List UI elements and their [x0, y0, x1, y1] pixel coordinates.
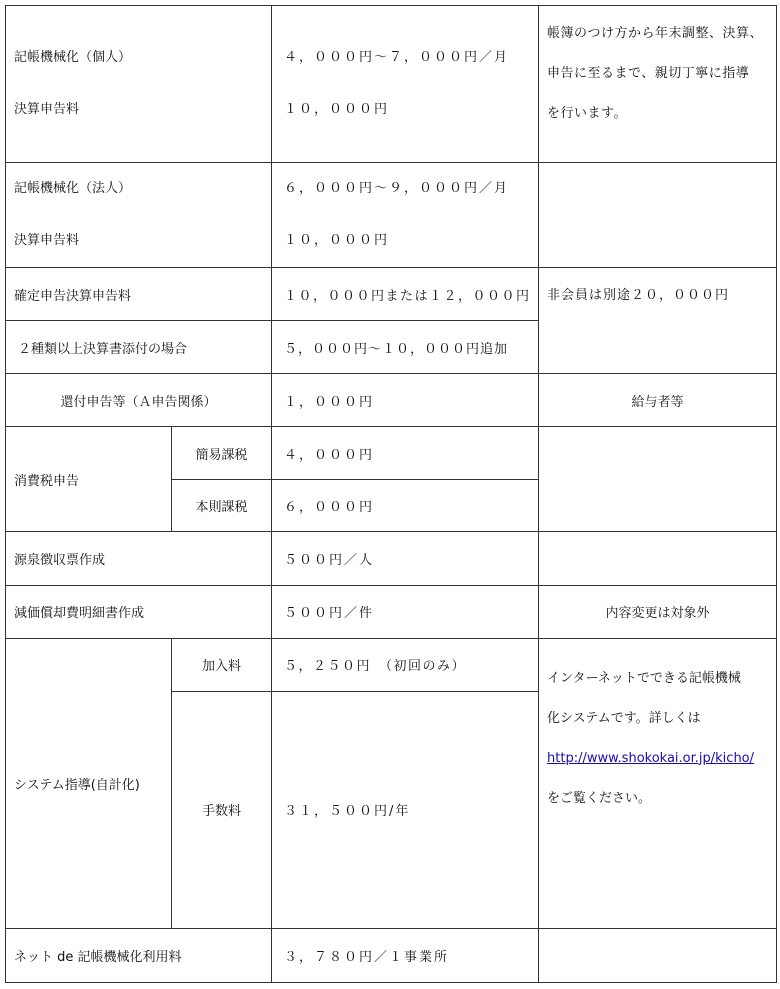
settlement-fee: １０，０００円: [284, 233, 390, 249]
table-row: [6, 427, 777, 480]
table-row: [6, 374, 777, 427]
table-row: [6, 928, 777, 982]
fee-value: ５，２５０円 （初回のみ）: [272, 638, 539, 691]
note-cell: 非会員は別途２０，０００円: [539, 268, 777, 374]
sub-label: 手数料: [172, 691, 272, 928]
service-label: ネット de 記帳機械化利用料: [6, 928, 272, 982]
service-label: システム指導(自計化): [6, 638, 172, 928]
fee-value: ５００円／件: [272, 585, 539, 638]
settlement-fee: １０，０００円: [284, 102, 390, 118]
note-cell: [539, 532, 777, 585]
note-line: 申告に至るまで、親切丁寧に指導: [547, 66, 750, 81]
note-cell: [539, 928, 777, 982]
service-cell: [6, 6, 272, 163]
note-url-line: [547, 739, 768, 779]
service-label: 確定申告決算申告料: [6, 268, 272, 321]
sub-label: 加入料: [172, 638, 272, 691]
note-cell: [539, 163, 777, 268]
fee-value: ３１，５００円/年: [272, 691, 539, 928]
fee-value: ５００円／人: [272, 532, 539, 585]
settlement-label: 決算申告料: [14, 233, 80, 249]
table-row: [6, 638, 777, 691]
note-value: 内容変更は対象外: [539, 585, 777, 638]
note-line: をご覧ください。: [547, 790, 652, 806]
fee-value: ３，７８０円／１事業所: [272, 928, 539, 982]
service-label: 記帳機械化（法人）: [14, 181, 132, 197]
service-label: 減価償却費明細書作成: [6, 585, 272, 638]
note-cell: [539, 6, 777, 163]
service-label: ２種類以上決算書添付の場合: [6, 321, 272, 374]
table-row: [6, 163, 777, 268]
service-label: 消費税申告: [6, 427, 172, 532]
fee-value: ４，０００円: [272, 427, 539, 480]
fee-cell: [272, 6, 539, 163]
note-cell: [539, 638, 777, 928]
note-cell: [539, 427, 777, 532]
fee-value: ４，０００円～７，０００円／月: [284, 50, 510, 66]
service-label: 源泉徴収票作成: [6, 532, 272, 585]
service-label: 還付申告等（Ａ申告関係）: [6, 374, 272, 427]
table-row: [6, 585, 777, 638]
service-label: 記帳機械化（個人）: [14, 50, 132, 66]
fee-value: ６，０００円～９，０００円／月: [284, 181, 510, 197]
settlement-label: 決算申告料: [14, 102, 80, 118]
fee-cell: [272, 163, 539, 268]
table-row: [6, 268, 777, 321]
note-line: 帳簿のつけ方から年末調整、決算、: [547, 26, 764, 41]
note-value: 給与者等: [539, 374, 777, 427]
table-row: [6, 6, 777, 163]
fee-value: １，０００円: [272, 374, 539, 427]
sub-label: 簡易課税: [172, 427, 272, 480]
service-cell: [6, 163, 272, 268]
fee-table: [5, 5, 777, 983]
note-line: を行います。: [547, 106, 627, 121]
fee-value: ５，０００円～１０，０００円追加: [272, 321, 539, 374]
kicho-link[interactable]: http://www.shokokai.or.jp/kicho/: [547, 750, 755, 766]
note-line: 化システムです。詳しくは: [547, 710, 701, 726]
fee-value: ６，０００円: [272, 480, 539, 532]
table-row: [6, 532, 777, 585]
fee-value: １０，０００円または１２，０００円: [272, 268, 539, 321]
sub-label: 本則課税: [172, 480, 272, 532]
note-line: インターネットでできる記帳機械: [547, 670, 741, 686]
